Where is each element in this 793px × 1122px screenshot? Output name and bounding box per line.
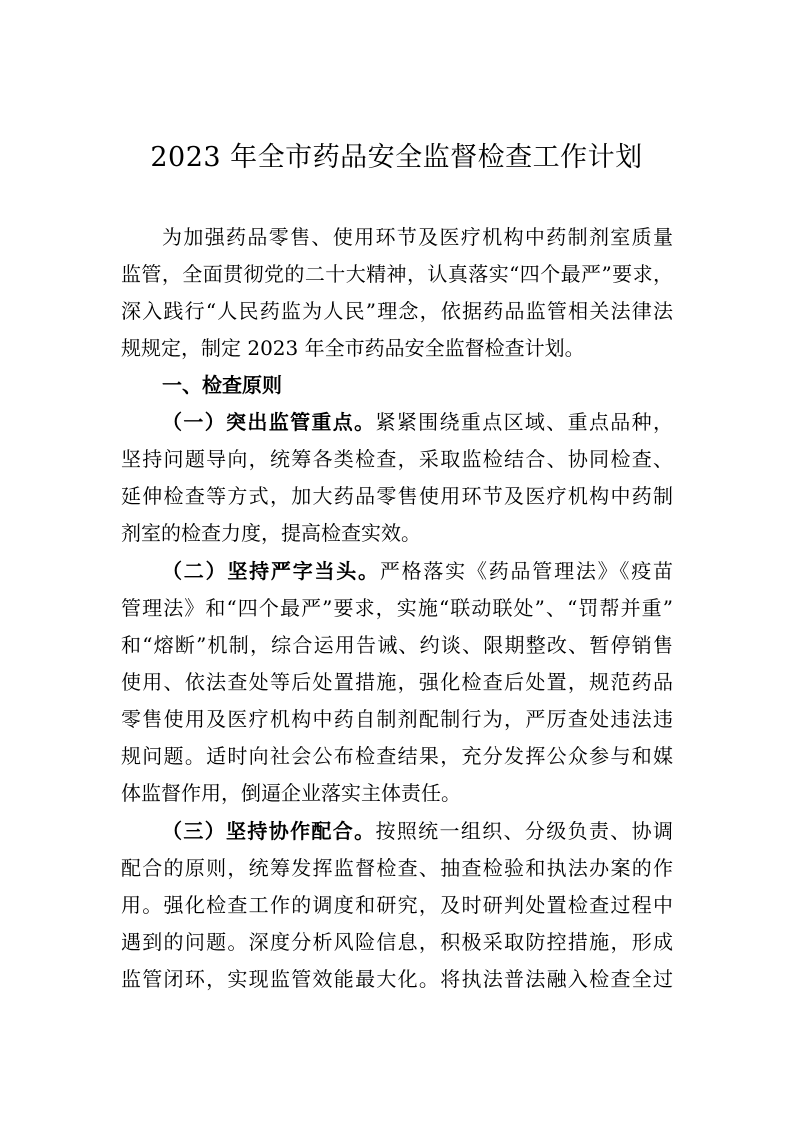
p2-line-2: 管理法》和“四个最严”要求，实施“联动联处”、“罚帮并重” (121, 596, 673, 620)
p2-line-1 (162, 557, 673, 585)
intro-line-4: 规规定，制定 2023 年全市药品安全监督检查计划。 (121, 336, 585, 360)
p1-line-4: 剂室的检查力度，提高检查实效。 (121, 521, 421, 545)
p2-line-7: 体监督作用，倒逼企业落实主体责任。 (121, 781, 461, 805)
p3-line-5: 监管闭环，实现监管效能最大化。将执法普法融入检查全过 (121, 967, 673, 991)
p2-subheading: （二）坚持严字当头。 (162, 559, 380, 583)
intro-line-3: 深入践行“人民药监为人民”理念，依据药品监管相关法律法 (121, 299, 673, 323)
p1-line-1 (162, 408, 673, 436)
p1-line-1-text: 紧紧围绕重点区域、重点品种， (375, 410, 674, 434)
p3-line-3: 用。强化检查工作的调度和研究，及时研判处置检查过程中 (121, 893, 673, 917)
intro-line-1: 为加强药品零售、使用环节及医疗机构中药制剂室质量 (162, 225, 673, 249)
p1-line-3: 延伸检查等方式，加大药品零售使用环节及医疗机构中药制 (121, 484, 673, 508)
p1-subheading: （一）突出监管重点。 (162, 410, 376, 434)
p3-line-1-text: 按照统一组织、分级负责、协调 (375, 819, 674, 843)
document-title: 2023 年全市药品安全监督检查工作计划 (150, 142, 643, 173)
p2-line-3: 和“熔断”机制，综合运用告诫、约谈、限期整改、暂停销售 (121, 633, 673, 657)
p2-line-5: 零售使用及医疗机构中药自制剂配制行为，严厉查处违法违 (121, 707, 673, 731)
p2-line-6: 规问题。适时向社会公布检查结果，充分发挥公众参与和媒 (121, 744, 673, 768)
p1-line-2: 坚持问题导向，统筹各类检查，采取监检结合、协同检查、 (121, 447, 673, 471)
intro-line-2: 监管，全面贯彻党的二十大精神，认真落实“四个最严”要求， (121, 262, 673, 286)
p3-line-2: 配合的原则，统筹发挥监督检查、抽查检验和执法办案的作 (121, 856, 673, 880)
p3-line-4: 遇到的问题。深度分析风险信息，积极采取防控措施，形成 (121, 930, 673, 954)
p3-subheading: （三）坚持协作配合。 (162, 819, 376, 843)
p3-line-1 (162, 817, 673, 845)
p2-line-1-text: 严格落实《药品管理法》《疫苗 (379, 559, 674, 583)
p2-line-4: 使用、依法查处等后处置措施，强化检查后处置，规范药品 (121, 670, 673, 694)
section-heading-principles: 一、检查原则 (162, 373, 282, 397)
